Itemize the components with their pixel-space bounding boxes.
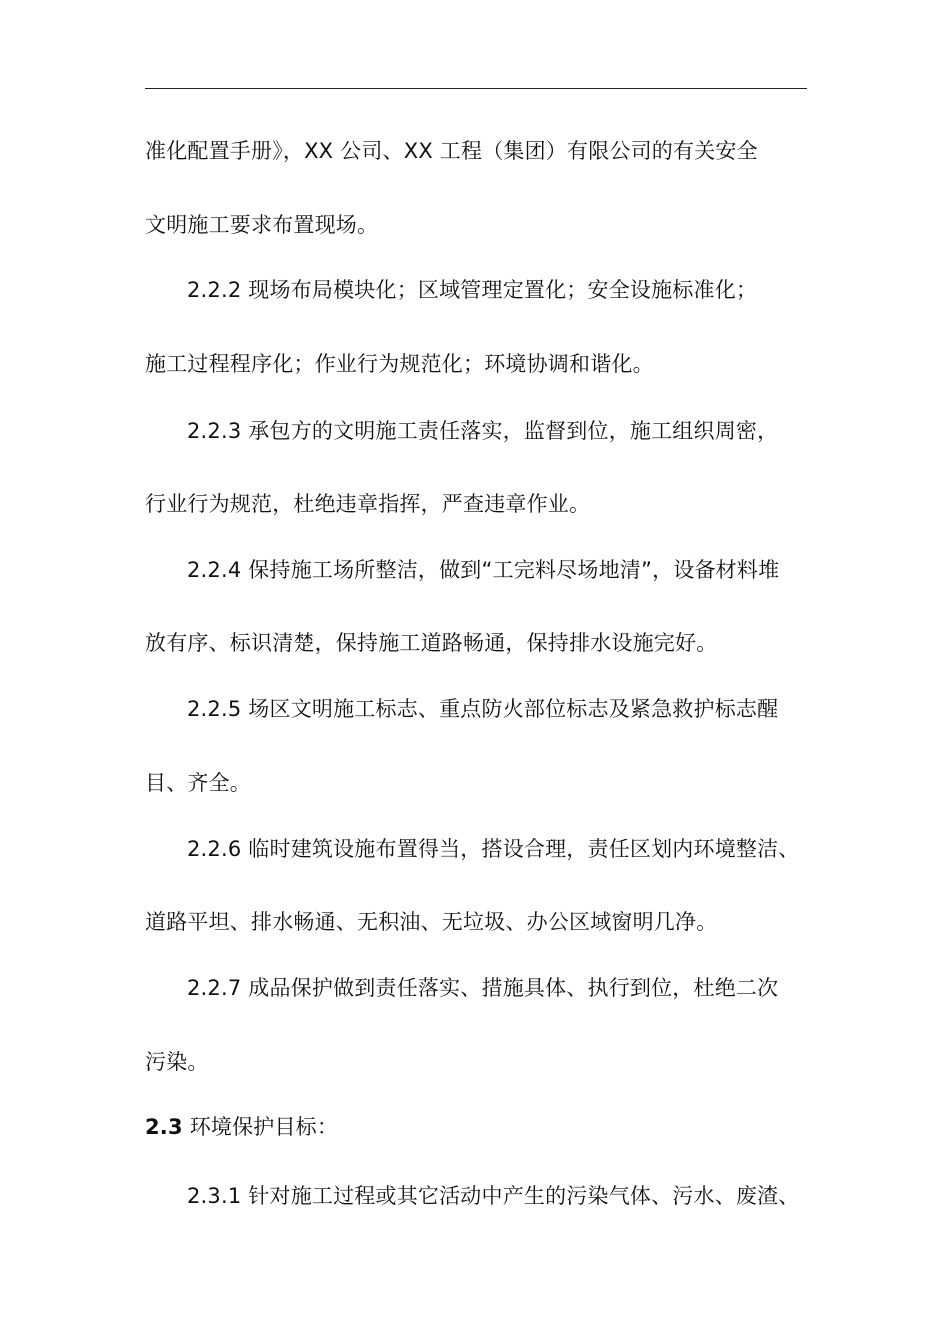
paragraph-line: 2.2.4 保持施工场所整洁，做到“工完料尽场地清”，设备材料堆 <box>187 558 780 582</box>
paragraph-line: 2.2.5 场区文明施工标志、重点防火部位标志及紧急救护标志醒 <box>187 697 779 721</box>
paragraph-line: 2.2.7 成品保护做到责任落实、措施具体、执行到位，杜绝二次 <box>187 976 779 1000</box>
paragraph-line: 2.2.2 现场布局模块化；区域管理定置化；安全设施标准化； <box>187 278 758 302</box>
paragraph-line: 放有序、标识清楚，保持施工道路畅通，保持排水设施完好。 <box>145 631 718 655</box>
paragraph-line: 目、齐全。 <box>145 771 251 795</box>
header-rule <box>145 88 807 89</box>
paragraph-line: 2.2.3 承包方的文明施工责任落实，监督到位，施工组织周密， <box>187 419 779 443</box>
paragraph-line: 污染。 <box>145 1050 209 1074</box>
section-title: 环境保护目标： <box>182 1115 339 1139</box>
paragraph-line: 准化配置手册》，XX 公司、XX 工程（集团）有限公司的有关安全 <box>145 139 758 163</box>
paragraph-line: 2.3.1 针对施工过程或其它活动中产生的污染气体、污水、废渣、 <box>187 1184 800 1208</box>
paragraph-line: 施工过程程序化；作业行为规范化；环境协调和谐化。 <box>145 352 654 376</box>
section-number: 2.3 <box>145 1115 183 1139</box>
paragraph-line: 文明施工要求布置现场。 <box>145 213 379 237</box>
paragraph-line: 行业行为规范，杜绝违章指挥，严查违章作业。 <box>145 492 591 516</box>
section-heading <box>145 1112 825 1142</box>
paragraph-line: 2.2.6 临时建筑设施布置得当，搭设合理，责任区划内环境整洁、 <box>187 837 800 861</box>
paragraph-line: 道路平坦、排水畅通、无积油、无垃圾、办公区域窗明几净。 <box>145 910 718 934</box>
